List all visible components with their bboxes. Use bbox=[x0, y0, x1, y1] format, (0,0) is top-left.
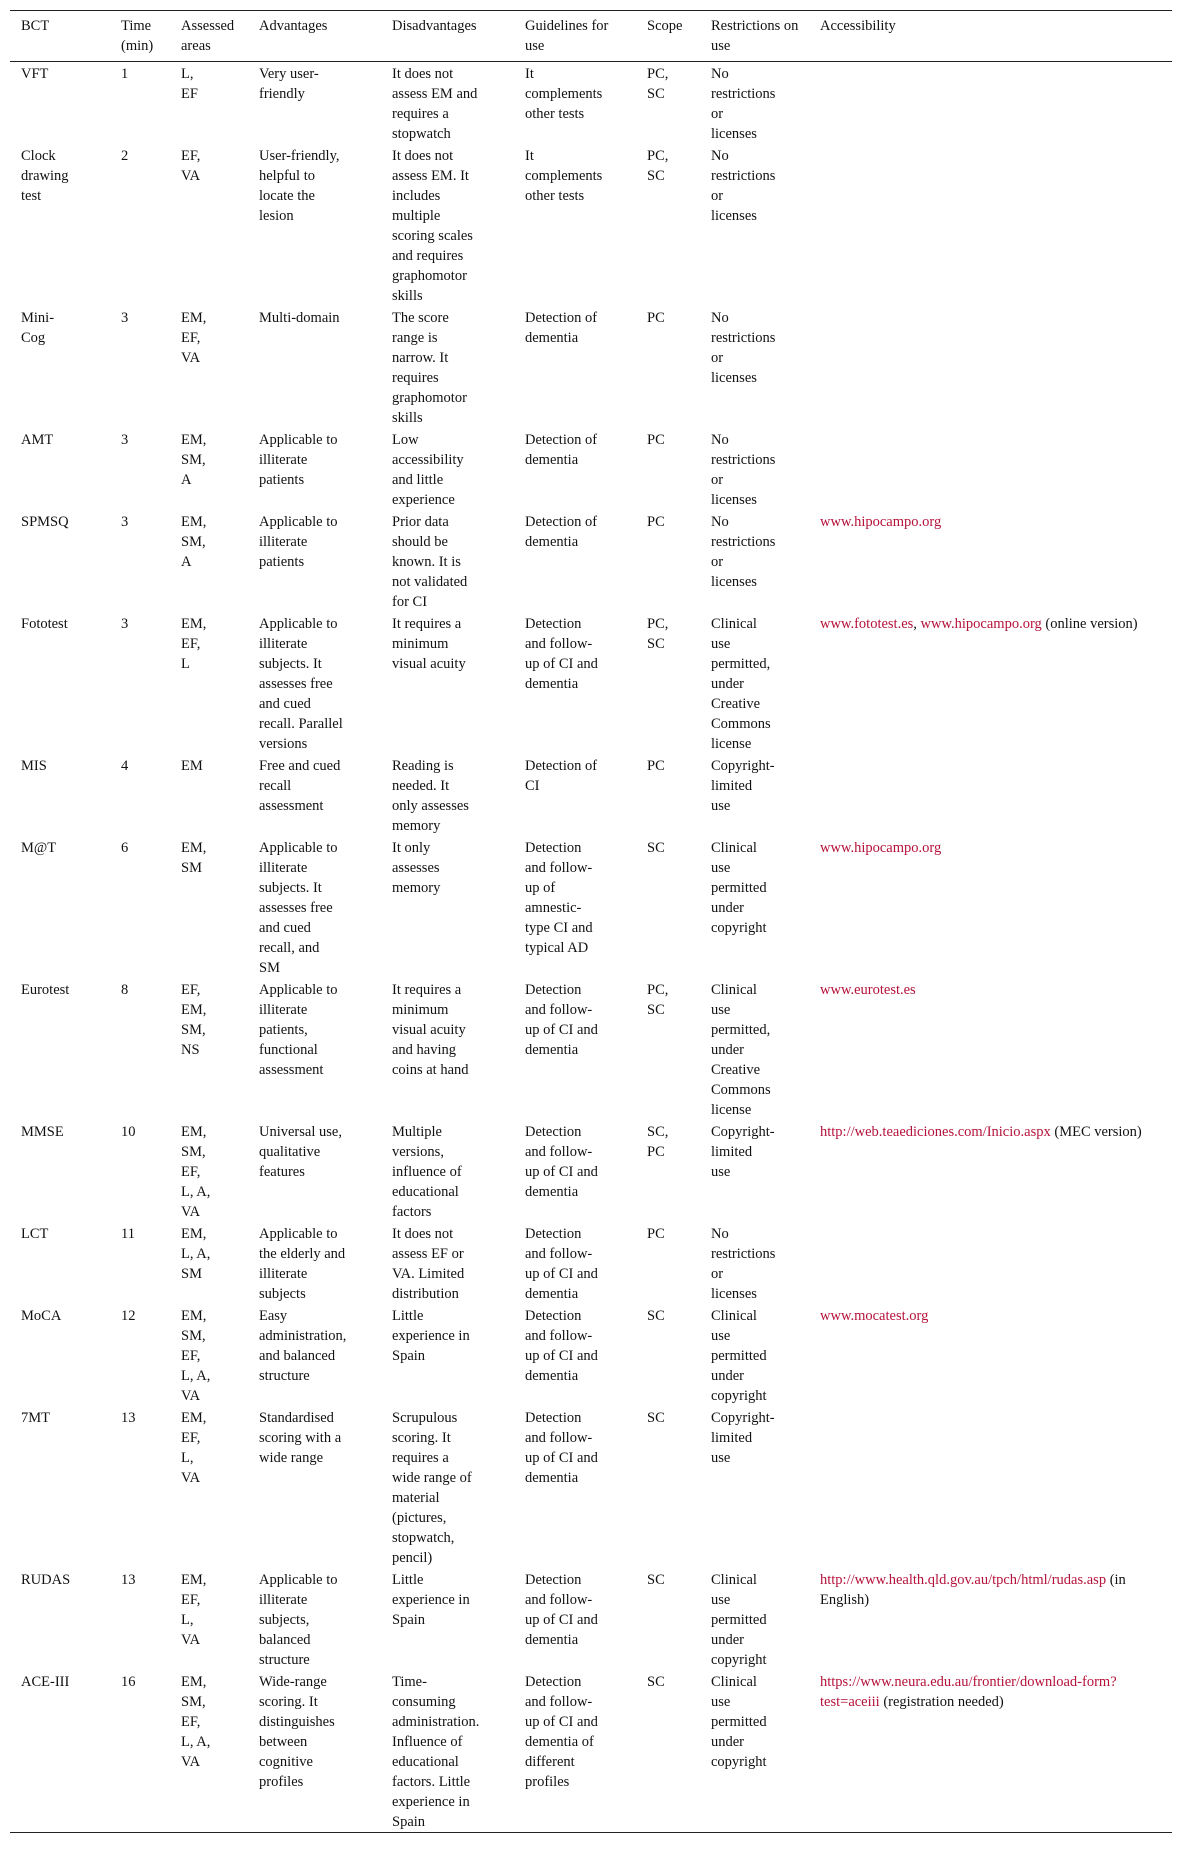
cell-accessibility bbox=[809, 1304, 1172, 1406]
cell-bct: AMT bbox=[21, 432, 54, 448]
header-restrictions: Restrictions on use bbox=[711, 18, 799, 54]
cell-advantages: Universal use, qualitative features bbox=[259, 1124, 342, 1180]
cell-advantages: Applicable to illiterate patients bbox=[259, 514, 338, 570]
cell-scope: SC bbox=[647, 1410, 665, 1426]
cell-bct: Clock drawing test bbox=[21, 148, 69, 204]
cell-accessibility bbox=[809, 754, 1172, 836]
cell-bct: Fototest bbox=[21, 616, 68, 632]
cell-restrictions: No restrictions or licenses bbox=[711, 148, 776, 224]
cell-accessibility bbox=[809, 836, 1172, 978]
cell-bct: M@T bbox=[21, 840, 57, 856]
cell-bct: LCT bbox=[21, 1226, 49, 1242]
cell-scope: PC bbox=[647, 1226, 665, 1242]
cell-restrictions: Copyright- limited use bbox=[711, 758, 775, 814]
cell-guidelines: Detection of CI bbox=[525, 758, 598, 794]
cell-disadvantages: Multiple versions, influence of educational factors bbox=[392, 1124, 462, 1220]
cell-bct: VFT bbox=[21, 66, 49, 82]
cell-bct: MoCA bbox=[21, 1308, 62, 1324]
cell-guidelines: Detection and follow- up of CI and dementia bbox=[525, 1124, 598, 1200]
cell-time: 3 bbox=[121, 616, 129, 632]
cell-advantages: Applicable to illiterate subjects. It assesses free and cued recall, and SM bbox=[259, 840, 338, 976]
cell-disadvantages: Time- consuming administration. Influence of educational factors. Little experience in Spain bbox=[392, 1674, 480, 1830]
cell-restrictions: Clinical use permitted under copyright bbox=[711, 1674, 767, 1770]
cell-restrictions: Clinical use permitted under copyright bbox=[711, 1572, 767, 1668]
cell-bct: MMSE bbox=[21, 1124, 64, 1140]
cell-disadvantages: It requires a minimum visual acuity bbox=[392, 616, 466, 672]
cell-scope: PC, SC bbox=[647, 66, 669, 102]
cell-assessed-areas: EM, SM bbox=[181, 840, 207, 876]
table-header bbox=[10, 11, 1172, 62]
cell-assessed-areas: EM, SM, EF, L, A, VA bbox=[181, 1308, 211, 1404]
accessibility-link[interactable]: http://web.teaediciones.com/Inicio.aspx bbox=[820, 1124, 1051, 1140]
header-bct: BCT bbox=[21, 18, 50, 34]
cell-scope: PC bbox=[647, 310, 665, 326]
cell-advantages: Free and cued recall assessment bbox=[259, 758, 341, 814]
cell-assessed-areas: EF, EM, SM, NS bbox=[181, 982, 207, 1058]
cell-assessed-areas: L, EF bbox=[181, 66, 198, 102]
cell-assessed-areas: EM, SM, A bbox=[181, 514, 207, 570]
cell-restrictions: No restrictions or licenses bbox=[711, 432, 776, 508]
cell-guidelines: Detection and follow- up of CI and dementia bbox=[525, 1572, 598, 1648]
cell-accessibility bbox=[809, 1670, 1172, 1833]
cell-bct: RUDAS bbox=[21, 1572, 71, 1588]
table-row bbox=[10, 754, 1172, 836]
cell-time: 8 bbox=[121, 982, 129, 998]
cell-bct: SPMSQ bbox=[21, 514, 69, 530]
cell-accessibility bbox=[809, 1120, 1172, 1222]
cell-advantages: User-friendly, helpful to locate the lesion bbox=[259, 148, 340, 224]
cell-scope: PC bbox=[647, 432, 665, 448]
cell-advantages: Standardised scoring with a wide range bbox=[259, 1410, 342, 1466]
table-row bbox=[10, 1304, 1172, 1406]
cell-accessibility bbox=[809, 1568, 1172, 1670]
table-row bbox=[10, 1406, 1172, 1568]
cell-assessed-areas: EM, SM, EF, L, A, VA bbox=[181, 1124, 211, 1220]
cell-time: 13 bbox=[121, 1410, 136, 1426]
table-body bbox=[10, 62, 1172, 1833]
table-row bbox=[10, 612, 1172, 754]
cell-advantages: Applicable to illiterate patients bbox=[259, 432, 338, 488]
table-row bbox=[10, 1568, 1172, 1670]
cell-time: 10 bbox=[121, 1124, 136, 1140]
cell-disadvantages: Little experience in Spain bbox=[392, 1308, 470, 1364]
table-row bbox=[10, 1222, 1172, 1304]
cell-guidelines: Detection and follow- up of CI and dementia bbox=[525, 616, 598, 692]
cell-scope: PC bbox=[647, 758, 665, 774]
cell-guidelines: Detection and follow- up of CI and dementia bbox=[525, 1308, 598, 1384]
accessibility-note: (MEC version) bbox=[1050, 1124, 1142, 1140]
accessibility-link[interactable]: www.hipocampo.org bbox=[820, 840, 942, 856]
cell-bct: 7MT bbox=[21, 1410, 50, 1426]
cell-scope: SC, PC bbox=[647, 1124, 669, 1160]
header-guidelines: Guidelines for use bbox=[525, 18, 609, 54]
cell-disadvantages: Reading is needed. It only assesses memory bbox=[392, 758, 469, 834]
cell-bct: ACE-III bbox=[21, 1674, 70, 1690]
cell-scope: PC, SC bbox=[647, 148, 669, 184]
table-row bbox=[10, 144, 1172, 306]
cell-guidelines: Detection and follow- up of amnestic- type CI and typical AD bbox=[525, 840, 593, 956]
cell-time: 13 bbox=[121, 1572, 136, 1588]
cell-time: 6 bbox=[121, 840, 129, 856]
cell-restrictions: No restrictions or licenses bbox=[711, 1226, 776, 1302]
cell-scope: SC bbox=[647, 1572, 665, 1588]
cell-guidelines: Detection and follow- up of CI and dementia of different profiles bbox=[525, 1674, 598, 1790]
header-time: Time (min) bbox=[121, 18, 154, 54]
cell-time: 16 bbox=[121, 1674, 136, 1690]
header-assessed-areas: Assessed areas bbox=[181, 18, 235, 54]
accessibility-link[interactable]: www.eurotest.es bbox=[820, 982, 916, 998]
cell-bct: Eurotest bbox=[21, 982, 70, 998]
cell-guidelines: Detection and follow- up of CI and dementia bbox=[525, 982, 598, 1058]
cell-restrictions: No restrictions or licenses bbox=[711, 310, 776, 386]
cell-accessibility bbox=[809, 978, 1172, 1120]
cell-disadvantages: Low accessibility and little experience bbox=[392, 432, 464, 508]
cell-time: 12 bbox=[121, 1308, 136, 1324]
header-disadvantages: Disadvantages bbox=[392, 18, 477, 34]
table-row bbox=[10, 306, 1172, 428]
accessibility-link[interactable]: https://www.neura.edu.au/frontier/download-form?test=aceiii bbox=[820, 1674, 1117, 1710]
cell-restrictions: Clinical use permitted, under Creative Commons license bbox=[711, 982, 771, 1118]
accessibility-link[interactable]: www.hipocampo.org bbox=[820, 514, 942, 530]
cell-restrictions: No restrictions or licenses bbox=[711, 66, 776, 142]
accessibility-note: (in English) bbox=[820, 1572, 1126, 1608]
cell-restrictions: Copyright- limited use bbox=[711, 1410, 775, 1466]
cell-time: 2 bbox=[121, 148, 129, 164]
table-row bbox=[10, 978, 1172, 1120]
cell-assessed-areas: EF, VA bbox=[181, 148, 201, 184]
accessibility-note: (registration needed) bbox=[879, 1694, 1004, 1710]
cell-accessibility bbox=[809, 1406, 1172, 1568]
cell-time: 1 bbox=[121, 66, 129, 82]
table-row bbox=[10, 510, 1172, 612]
cell-restrictions: Clinical use permitted under copyright bbox=[711, 1308, 767, 1404]
cell-assessed-areas: EM, EF, L bbox=[181, 616, 207, 672]
accessibility-link[interactable]: www.mocatest.org bbox=[820, 1308, 929, 1324]
table-row bbox=[10, 1670, 1172, 1833]
table-row bbox=[10, 62, 1172, 145]
cell-guidelines: It complements other tests bbox=[525, 148, 603, 204]
cell-guidelines: Detection of dementia bbox=[525, 514, 598, 550]
cell-disadvantages: It requires a minimum visual acuity and having coins at hand bbox=[392, 982, 469, 1078]
cell-restrictions: No restrictions or licenses bbox=[711, 514, 776, 590]
accessibility-link[interactable]: http://www.health.qld.gov.au/tpch/html/rudas.asp bbox=[820, 1572, 1107, 1588]
cell-time: 3 bbox=[121, 310, 129, 326]
cell-scope: SC bbox=[647, 1308, 665, 1324]
table-row bbox=[10, 428, 1172, 510]
accessibility-note: (online version) bbox=[1041, 616, 1138, 632]
cell-advantages: Applicable to illiterate subjects, balanced structure bbox=[259, 1572, 338, 1668]
cell-restrictions: Clinical use permitted under copyright bbox=[711, 840, 767, 936]
cell-guidelines: Detection and follow- up of CI and dementia bbox=[525, 1226, 598, 1302]
cell-advantages: Easy administration, and balanced structure bbox=[259, 1308, 347, 1384]
cell-accessibility bbox=[809, 144, 1172, 306]
cell-time: 4 bbox=[121, 758, 129, 774]
cell-advantages: Applicable to illiterate subjects. It assesses free and cued recall. Parallel versions bbox=[259, 616, 343, 752]
cell-guidelines: Detection of dementia bbox=[525, 432, 598, 468]
header-row bbox=[10, 11, 1172, 62]
cell-accessibility bbox=[809, 510, 1172, 612]
cell-scope: SC bbox=[647, 840, 665, 856]
cell-advantages: Very user- friendly bbox=[259, 66, 319, 102]
cell-assessed-areas: EM, EF, L, VA bbox=[181, 1572, 207, 1648]
cell-restrictions: Copyright- limited use bbox=[711, 1124, 775, 1180]
header-advantages: Advantages bbox=[259, 18, 328, 34]
cell-disadvantages: The score range is narrow. It requires graphomotor skills bbox=[392, 310, 467, 426]
cell-advantages: Wide-range scoring. It distinguishes between cognitive profiles bbox=[259, 1674, 335, 1790]
cell-advantages: Multi-domain bbox=[259, 310, 340, 326]
cell-assessed-areas: EM bbox=[181, 758, 203, 774]
cell-disadvantages: It does not assess EM. It includes multiple scoring scales and requires graphomotor skills bbox=[392, 148, 473, 304]
cell-scope: SC bbox=[647, 1674, 665, 1690]
cell-guidelines: Detection and follow- up of CI and dementia bbox=[525, 1410, 598, 1486]
accessibility-note: , bbox=[913, 616, 921, 632]
cell-disadvantages: Scrupulous scoring. It requires a wide range of material (pictures, stopwatch, pencil) bbox=[392, 1410, 472, 1566]
bct-table-container bbox=[10, 10, 1172, 1833]
table-row bbox=[10, 1120, 1172, 1222]
cell-accessibility bbox=[809, 306, 1172, 428]
cell-assessed-areas: EM, SM, A bbox=[181, 432, 207, 488]
cell-scope: PC, SC bbox=[647, 982, 669, 1018]
bct-table bbox=[10, 10, 1172, 1833]
cell-guidelines: Detection of dementia bbox=[525, 310, 598, 346]
cell-assessed-areas: EM, SM, EF, L, A, VA bbox=[181, 1674, 211, 1770]
table-row bbox=[10, 836, 1172, 978]
header-accessibility: Accessibility bbox=[820, 18, 896, 34]
cell-advantages: Applicable to illiterate patients, functional assessment bbox=[259, 982, 338, 1078]
cell-scope: PC bbox=[647, 514, 665, 530]
cell-bct: MIS bbox=[21, 758, 47, 774]
header-scope: Scope bbox=[647, 18, 683, 34]
cell-accessibility bbox=[809, 62, 1172, 145]
cell-accessibility bbox=[809, 612, 1172, 754]
cell-accessibility bbox=[809, 428, 1172, 510]
cell-assessed-areas: EM, EF, VA bbox=[181, 310, 207, 366]
cell-disadvantages: It does not assess EM and requires a stopwatch bbox=[392, 66, 478, 142]
accessibility-link[interactable]: www.fototest.es bbox=[820, 616, 914, 632]
cell-accessibility bbox=[809, 1222, 1172, 1304]
cell-restrictions: Clinical use permitted, under Creative Commons license bbox=[711, 616, 771, 752]
cell-disadvantages: Little experience in Spain bbox=[392, 1572, 470, 1628]
cell-scope: PC, SC bbox=[647, 616, 669, 652]
cell-guidelines: It complements other tests bbox=[525, 66, 603, 122]
cell-assessed-areas: EM, EF, L, VA bbox=[181, 1410, 207, 1486]
cell-disadvantages: It does not assess EF or VA. Limited distribution bbox=[392, 1226, 465, 1302]
cell-time: 3 bbox=[121, 432, 129, 448]
accessibility-link[interactable]: www.hipocampo.org bbox=[920, 616, 1042, 632]
cell-time: 3 bbox=[121, 514, 129, 530]
cell-disadvantages: It only assesses memory bbox=[392, 840, 441, 896]
cell-bct: Mini- Cog bbox=[21, 310, 55, 346]
cell-time: 11 bbox=[121, 1226, 135, 1242]
cell-assessed-areas: EM, L, A, SM bbox=[181, 1226, 211, 1282]
cell-advantages: Applicable to the elderly and illiterate subjects bbox=[259, 1226, 346, 1302]
cell-disadvantages: Prior data should be known. It is not validated for CI bbox=[392, 514, 468, 610]
